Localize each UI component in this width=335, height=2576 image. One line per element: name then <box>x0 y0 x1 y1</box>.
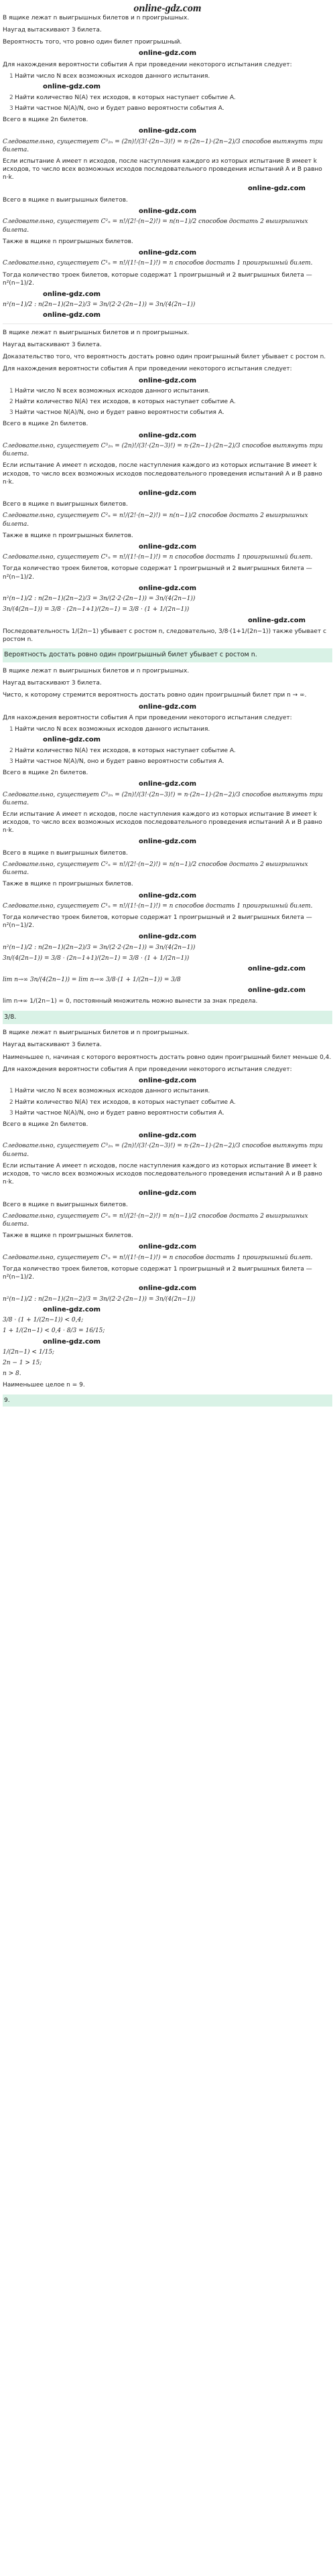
probability-formula: n²(n−1)/2 : n(2n−1)(2n−2)/3 = 3n/(2·2·(2n−1)) = 3n/(4(2n−1)) <box>3 595 196 603</box>
rule-text: Если испытание A имеет n исходов, после наступления каждого из которых испытание B имеет k исходов, то число всех возможных исходов последовательного проведения испытаний A и B равно n·k. <box>3 157 322 182</box>
step-2: 2 Найти количество N(A) тех исходов, в которых наступает событие A. <box>9 399 236 406</box>
total-formula: Следовательно, существует C³₂ₙ = (2n)!/(3!·(2n−3)!) = n·(2n−1)·(2n−2)/3 способов вытянуть три билета. <box>3 443 323 458</box>
watermark: online-gdz.com <box>138 1076 197 1084</box>
watermark: online-gdz.com <box>43 83 101 91</box>
watermark: online-gdz.com <box>138 933 197 941</box>
watermark: online-gdz.com <box>138 703 197 711</box>
step-2: 2 Найти количество N(A) тех исходов, в которых наступает событие A. <box>9 1098 236 1106</box>
total-formula: Следовательно, существует C³₂ₙ = (2n)!/(3!·(2n−3)!) = n·(2n−1)·(2n−2)/3 способов вытянуть три билета. <box>3 791 323 806</box>
intro-text: В ящике лежат n выигрышных билетов и n проигрышных. <box>3 1029 190 1037</box>
count-text: Тогда количество троек билетов, которые содержат 1 проигрышный и 2 выигрышных билета — n²(n−1)/2. <box>3 1265 312 1281</box>
watermark: online-gdz.com <box>247 986 306 994</box>
count-text: Тогда количество троек билетов, которые содержат 1 проигрышный и 2 выигрышных билета — n²(n−1)/2. <box>3 914 312 930</box>
step-2: 2 Найти количество N(A) тех исходов, в которых наступает событие A. <box>9 747 236 754</box>
rule-text: Если испытание A имеет n исходов, после наступления каждого из которых испытание B имеет k исходов, то число всех возможных исходов последовательного проведения испытаний A и B равно n·k. <box>3 811 322 835</box>
decreasing-formula: 3n/(4(2n−1)) = 3/8 · (2n−1+1)/(2n−1) = 3/8 · (1 + 1/(2n−1)) <box>3 606 190 614</box>
watermark: online-gdz.com <box>138 489 197 497</box>
win-formula: Следовательно, существует C²ₙ = n!/(2!·(n−2)!) = n(n−1)/2 способов достать 2 выигрышных билета. <box>3 512 308 528</box>
inequality-5: n > 8. <box>3 1370 21 1378</box>
inequality-3: 1/(2n−1) < 1/15; <box>3 1349 55 1356</box>
watermark: online-gdz.com <box>138 543 197 551</box>
final-answer: 9. <box>3 1394 332 1407</box>
limit-answer: 3/8. <box>3 1011 332 1025</box>
step-3: 3 Найти частное N(A)/N, оно и будет равно вероятности события A. <box>9 1109 224 1117</box>
watermark: online-gdz.com <box>43 736 101 744</box>
probability-formula: n²(n−1)/2 : n(2n−1)(2n−2)/3 = 3n/(2·2·(2n−1)) = 3n/(4(2n−1)) <box>3 944 196 951</box>
intro-text: В ящике лежат n выигрышных билетов и n проигрышных. <box>3 329 190 336</box>
probability-formula: n²(n−1)/2 : n(2n−1)(2n−2)/3 = 3n/(2·2·(2n−1)) = 3n/(4(2n−1)) <box>3 1295 196 1303</box>
drawn-text: Наугад вытаскивают 3 билета. <box>3 27 102 34</box>
solution-content <box>0 12 335 1407</box>
lose-formula: Следовательно, существует C¹ₙ = n!/(1!·(n−1)!) = n способов достать 1 проигрышный билет. <box>3 554 313 561</box>
step-1: 1 Найти число N всех возможных исходов данного испытания. <box>9 388 210 395</box>
win-text: Всего в ящике n выигрышных билетов. <box>3 1201 128 1208</box>
total-text: Всего в ящике 2n билетов. <box>3 770 88 777</box>
site-logo[interactable]: online-gdz.com <box>133 3 202 14</box>
lose-formula: Следовательно, существует C¹ₙ = n!/(1!·(n−1)!) = n способов достать 1 проигрышный билет. <box>3 903 313 910</box>
count-text: Тогда количество троек билетов, которые содержат 1 проигрышный и 2 выигрышных билета — n²(n−1)/2. <box>3 565 312 581</box>
total-formula: Следовательно, существует C³₂ₙ = (2n)!/(3!·(2n−3)!) = n·(2n−1)·(2n−2)/3 способов вытянуть три билета. <box>3 1143 323 1158</box>
lose-text: Также в ящике n проигрышных билетов. <box>3 881 133 888</box>
method-text: Для нахождения вероятности события A при проведении некоторого испытания следует: <box>3 61 292 68</box>
lose-formula: Следовательно, существует C¹ₙ = n!/(1!·(n−1)!) = n способов достать 1 проигрышный билет. <box>3 260 313 267</box>
watermark: online-gdz.com <box>138 248 197 257</box>
watermark: online-gdz.com <box>43 311 101 319</box>
total-formula: Следовательно, существует C³₂ₙ = (2n)!/(3!·(2n−3)!) = n·(2n−1)·(2n−2)/3 способов вытянуть три билета. <box>3 138 323 153</box>
drawn-text: Наугад вытаскивают 3 билета. <box>3 1042 102 1049</box>
drawn-text: Наугад вытаскивают 3 билета. <box>3 680 102 687</box>
drawn-text: Наугад вытаскивают 3 билета. <box>3 342 102 349</box>
win-formula: Следовательно, существует C²ₙ = n!/(2!·(n−2)!) = n(n−1)/2 способов достать 2 выигрышных билета. <box>3 218 308 234</box>
probability-formula: n²(n−1)/2 : n(2n−1)(2n−2)/3 = 3n/(2·2·(2n−1)) = 3n/(4(2n−1)) <box>3 301 196 309</box>
count-text: Тогда количество троек билетов, которые содержат 1 проигрышный и 2 выигрышных билета — n²(n−1)/2. <box>3 271 312 287</box>
win-text: Всего в ящике n выигрышных билетов. <box>3 501 128 508</box>
part-c-statement: Чисто, к которому стремится вероятность достать ровно один проигрышный билет при n → ∞. <box>3 692 307 699</box>
inequality-1: 3/8 · (1 + 1/(2n−1)) < 0,4; <box>3 1317 84 1324</box>
watermark: online-gdz.com <box>247 616 306 624</box>
step-2: 2 Найти количество N(A) тех исходов, в которых наступает событие A. <box>9 94 236 101</box>
question-a: Вероятность того, что ровно один билет проигрышный. <box>3 39 182 46</box>
step-1: 1 Найти число N всех возможных исходов данного испытания. <box>9 1088 210 1095</box>
watermark: online-gdz.com <box>138 891 197 900</box>
method-text: Для нахождения вероятности события A при проведении некоторого испытания следует: <box>3 1066 292 1073</box>
watermark: online-gdz.com <box>138 1190 197 1198</box>
rule-text: Если испытание A имеет n исходов, после наступления каждого из которых испытание B имеет k исходов, то число всех возможных исходов последовательного проведения испытаний A и B равно n·k. <box>3 462 322 486</box>
inequality-2: 1 + 1/(2n−1) < 0,4 · 8/3 = 16/15; <box>3 1328 105 1335</box>
watermark: online-gdz.com <box>138 1131 197 1139</box>
watermark: online-gdz.com <box>247 965 306 973</box>
decreasing-text: Последовательность 1/(2n−1) убывает с ростом n, следовательно, 3/8·(1+1/(2n−1)) также убывает с ростом n. <box>3 628 327 644</box>
watermark: online-gdz.com <box>138 207 197 215</box>
watermark: online-gdz.com <box>138 584 197 592</box>
watermark: online-gdz.com <box>138 431 197 439</box>
watermark: online-gdz.com <box>43 1305 101 1313</box>
watermark: online-gdz.com <box>138 780 197 788</box>
step-3: 3 Найти частное N(A)/N, оно и будет равно вероятности события A. <box>9 104 224 112</box>
step-3: 3 Найти частное N(A)/N, оно и будет равно вероятности события A. <box>9 758 224 765</box>
intro-text: В ящике лежат n выигрышных билетов и n проигрышных. <box>3 15 190 21</box>
conclusion-b: Вероятность достать ровно один проигрышный билет убывает с ростом n. <box>3 648 332 662</box>
watermark: online-gdz.com <box>138 1243 197 1251</box>
part-b-statement: Доказательство того, что вероятность достать ровно один проигрышный билет убывает с ростом n. <box>3 354 326 361</box>
win-text: Всего в ящике n выигрышных билетов. <box>3 196 128 204</box>
lose-formula: Следовательно, существует C¹ₙ = n!/(1!·(n−1)!) = n способов достать 1 проигрышный билет. <box>3 1254 313 1261</box>
limit-formula: lim n→∞ 3n/(4(2n−1)) = lim n→∞ 3/8·(1 + 1/(2n−1)) = 3/8 <box>3 976 181 983</box>
part-d-statement: Наименьшее n, начиная с которого вероятность достать ровно один проигрышный билет меньше 0,4. <box>3 1054 332 1061</box>
win-text: Всего в ящике n выигрышных билетов. <box>3 849 128 857</box>
win-formula: Следовательно, существует C²ₙ = n!/(2!·(n−2)!) = n(n−1)/2 способов достать 2 выигрышных билета. <box>3 1212 308 1228</box>
decreasing-formula: 3n/(4(2n−1)) = 3/8 · (2n−1+1)/(2n−1) = 3/8 · (1 + 1/(2n−1)) <box>3 955 190 962</box>
watermark: online-gdz.com <box>138 127 197 135</box>
limit-text: lim n→∞ 1/(2n−1) = 0, постоянный множитель можно вынести за знак предела. <box>3 998 258 1005</box>
watermark: online-gdz.com <box>43 1338 101 1346</box>
watermark: online-gdz.com <box>43 290 101 298</box>
watermark: online-gdz.com <box>247 185 306 193</box>
win-formula: Следовательно, существует C²ₙ = n!/(2!·(n−2)!) = n(n−1)/2 способов достать 2 выигрышных билета. <box>3 861 308 877</box>
lose-text: Также в ящике n проигрышных билетов. <box>3 238 133 245</box>
intro-text: В ящике лежат n выигрышных билетов и n проигрышных. <box>3 668 190 675</box>
watermark: online-gdz.com <box>138 376 197 384</box>
step-3: 3 Найти частное N(A)/N, оно и будет равно вероятности события A. <box>9 409 224 417</box>
step-1: 1 Найти число N всех возможных исходов данного испытания. <box>9 726 210 733</box>
answer-label: Наименьшее целое n = 9. <box>3 1382 85 1389</box>
rule-text: Если испытание A имеет n исходов, после наступления каждого из которых испытание B имеет k исходов, то число всех возможных исходов последовательного проведения испытаний A и B равно n·k. <box>3 1162 322 1186</box>
inequality-4: 2n − 1 > 15; <box>3 1360 42 1367</box>
watermark: online-gdz.com <box>138 50 197 58</box>
total-text: Всего в ящике 2n билетов. <box>3 1121 88 1128</box>
lose-text: Также в ящике n проигрышных билетов. <box>3 532 133 539</box>
total-text: Всего в ящике 2n билетов. <box>3 116 88 123</box>
watermark: online-gdz.com <box>138 838 197 846</box>
step-1: 1 Найти число N всех возможных исходов данного испытания. <box>9 73 210 80</box>
lose-text: Также в ящике n проигрышных билетов. <box>3 1232 133 1240</box>
method-text: Для нахождения вероятности события A при проведении некоторого испытания следует: <box>3 715 292 722</box>
method-text: Для нахождения вероятности события A при проведении некоторого испытания следует: <box>3 366 292 373</box>
watermark: online-gdz.com <box>138 1285 197 1293</box>
total-text: Всего в ящике 2n билетов. <box>3 421 88 428</box>
